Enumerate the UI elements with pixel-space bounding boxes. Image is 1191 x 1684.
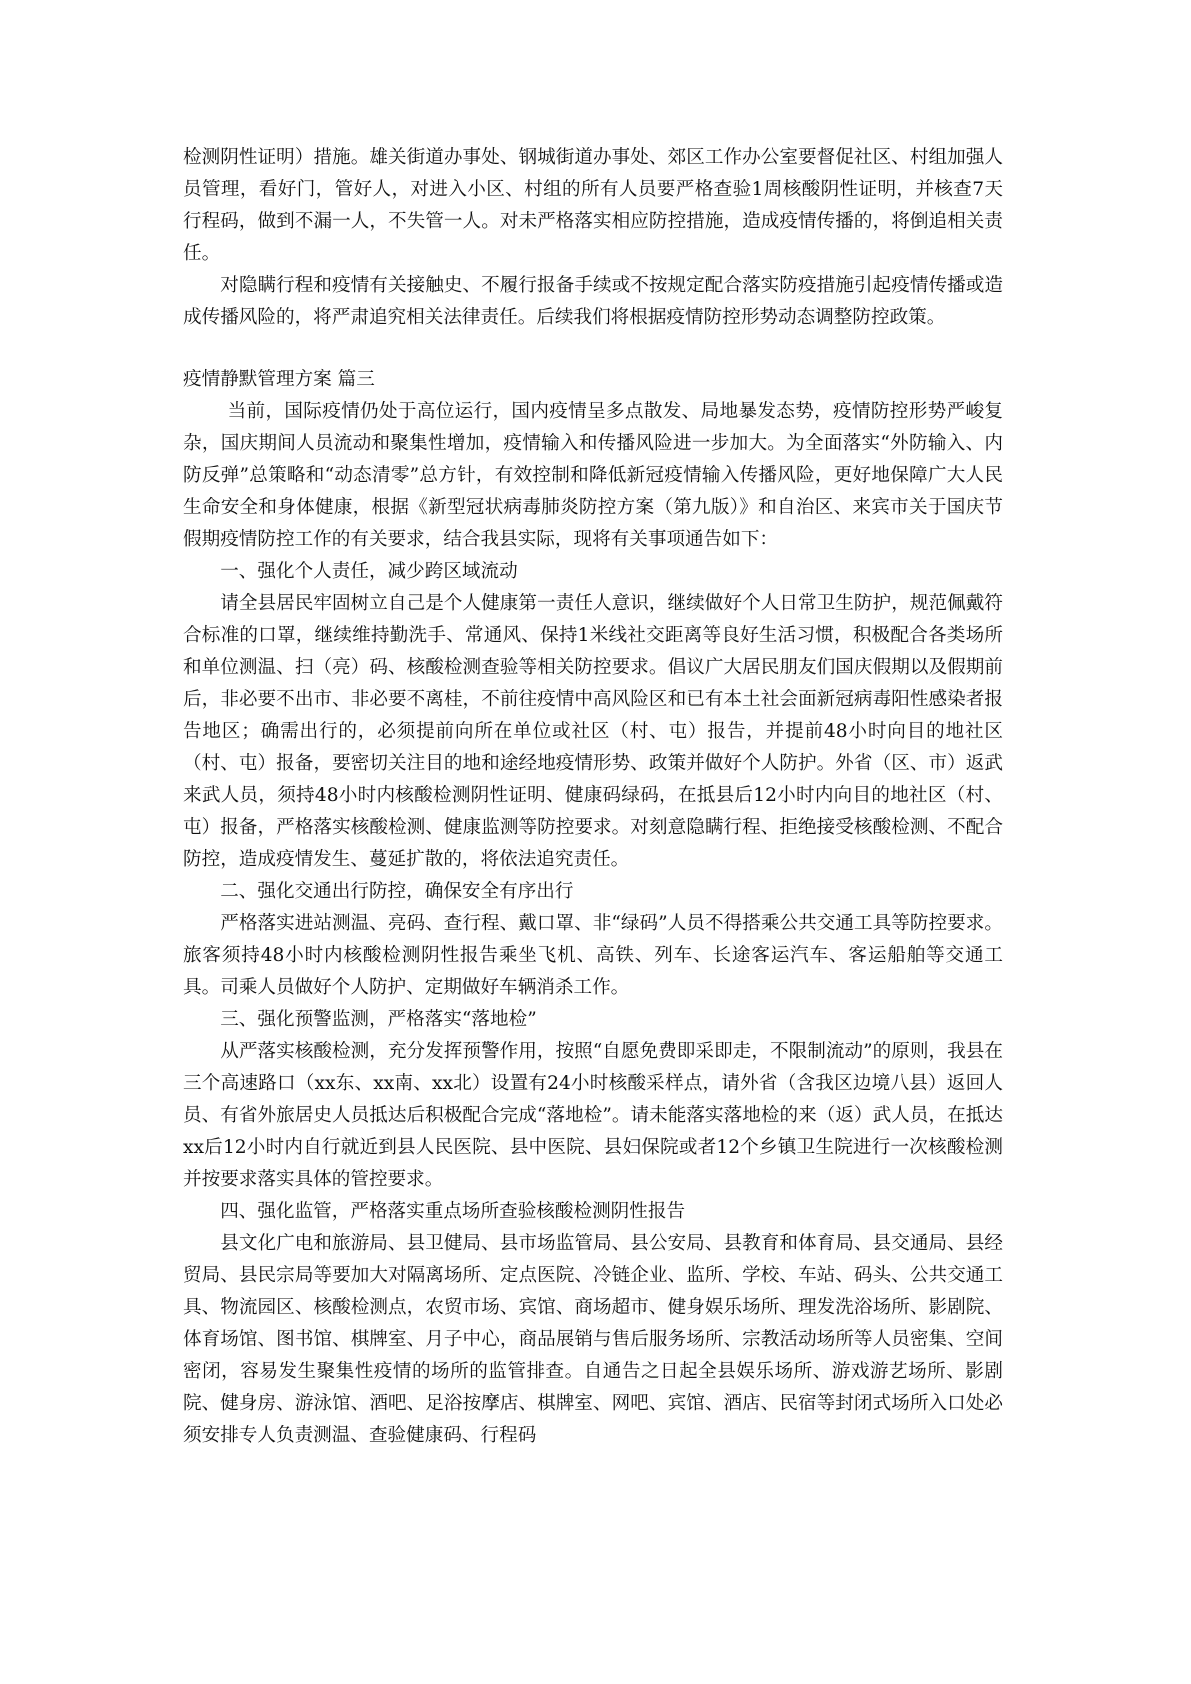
heading-personal-responsibility: 一、强化个人责任，减少跨区域流动 xyxy=(220,561,518,582)
paragraph-personal-responsibility: 请全县居民牢固树立自己是个人健康第一责任人意识，继续做好个人日常卫生防护，规范佩戴符合标准的口罩，继续维持勤洗手、常通风、保持1米线社交距离等良好生活习惯，积极配合各类场所和单位测温、扫（亮）码、核酸检测查验等相关防控要求。倡议广大居民朋友们国庆假期以及假期前后，非必要不出市、非必要不离桂，不前往疫情中高风险区和已有本土社会面新冠病毒阳性感染者报告地区；确需出行的，必须提前向所在单位或社区（村、屯）报告，并提前48小时向目的地社区（村、屯）报备，要密切关注目的地和途经地疫情形势、政策并做好个人防护。外省（区、市）返武来武人员，须持48小时内核酸检测阴性证明、健康码绿码，在抵县后12小时内向目的地社区（村、屯）报备，严格落实核酸检测、健康监测等防控要求。对刻意隐瞒行程、拒绝接受核酸检测、不配合防控，造成疫情发生、蔓延扩散的，将依法追究责任。 xyxy=(183,593,1003,870)
paragraph-continued: 检测阴性证明）措施。雄关街道办事处、钢城街道办事处、郊区工作办公室要督促社区、村组加强人员管理，看好门，管好人，对进入小区、村组的所有人员要严格查验1周核酸阴性证明，并核查7天行程码，做到不漏一人，不失管一人。对未严格落实相应防控措施，造成疫情传播的，将倒追相关责任。 xyxy=(183,147,1003,264)
paragraph-supervision: 县文化广电和旅游局、县卫健局、县市场监管局、县公安局、县教育和体育局、县交通局、县经贸局、县民宗局等要加大对隔离场所、定点医院、冷链企业、监所、学校、车站、码头、公共交通工具、物流园区、核酸检测点，农贸市场、宾馆、商场超市、健身娱乐场所、理发洗浴场所、影剧院、体育场馆、图书馆、棋牌室、月子中心，商品展销与售后服务场所、宗教活动场所等人员密集、空间密闭，容易发生聚集性疫情的场所的监管排查。自通告之日起全县娱乐场所、游戏游艺场所、影剧院、健身房、游泳馆、酒吧、足浴按摩店、棋牌室、网吧、宾馆、酒店、民宿等封闭式场所入口处必须安排专人负责测温、查验健康码、行程码 xyxy=(183,1233,1003,1446)
paragraph-early-warning: 从严落实核酸检测，充分发挥预警作用，按照“自愿免费即采即走，不限制流动”的原则，我县在三个高速路口（xx东、xx南、xx北）设置有24小时核酸采样点，请外省（含我区边境八县）返回人员、有省外旅居史人员抵达后积极配合完成“落地检”。请未能落实落地检的来（返）武人员，在抵达xx后12小时内自行就近到县人民医院、县中医院、县妇保院或者12个乡镇卫生院进行一次核酸检测并按要求落实具体的管控要求。 xyxy=(183,1041,1003,1190)
heading-early-warning: 三、强化预警监测，严格落实“落地检” xyxy=(220,1009,537,1030)
document-page xyxy=(183,142,1003,1452)
paragraph-legal-responsibility: 对隐瞒行程和疫情有关接触史、不履行报备手续或不按规定配合落实防疫措施引起疫情传播或造成传播风险的，将严肃追究相关法律责任。后续我们将根据疫情防控形势动态调整防控政策。 xyxy=(183,275,1003,328)
intro-paragraph: 当前，国际疫情仍处于高位运行，国内疫情呈多点散发、局地暴发态势，疫情防控形势严峻复杂，国庆期间人员流动和聚集性增加，疫情输入和传播风险进一步加大。为全面落实“外防输入、内防反弹”总策略和“动态清零”总方针，有效控制和降低新冠疫情输入传播风险，更好地保障广大人民生命安全和身体健康，根据《新型冠状病毒肺炎防控方案（第九版）》和自治区、来宾市关于国庆节假期疫情防控工作的有关要求，结合我县实际，现将有关事项通告如下： xyxy=(183,401,1003,550)
paragraph-transport-control: 严格落实进站测温、亮码、查行程、戴口罩、非“绿码”人员不得搭乘公共交通工具等防控要求。旅客须持48小时内核酸检测阴性报告乘坐飞机、高铁、列车、长途客运汽车、客运船舶等交通工具。司乘人员做好个人防护、定期做好车辆消杀工作。 xyxy=(183,913,1003,998)
section-title: 疫情静默管理方案 篇三 xyxy=(183,369,375,390)
heading-supervision: 四、强化监管，严格落实重点场所查验核酸检测阴性报告 xyxy=(220,1201,686,1222)
heading-transport-control: 二、强化交通出行防控，确保安全有序出行 xyxy=(220,881,574,902)
